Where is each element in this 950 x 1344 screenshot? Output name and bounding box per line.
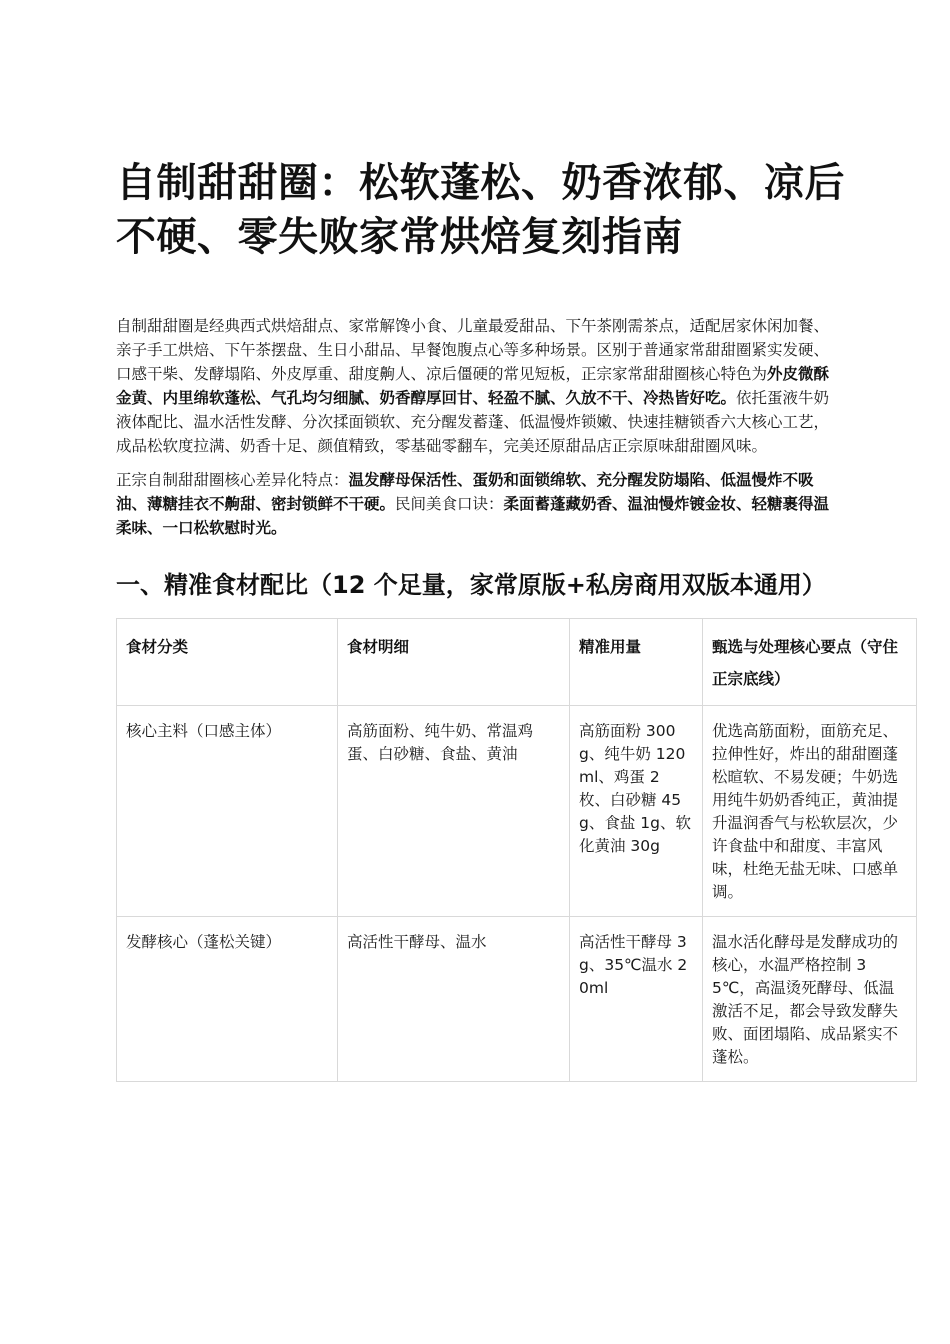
intro-text: 自制甜甜圈是经典西式烘焙甜点、家常解馋小食、儿童最爱甜品、下午茶刚需茶点，适配居家休闲加餐、亲子手工烘焙、下午茶摆盘、生日小甜品、早餐饱腹点心等多种场景。区别于普通家常甜甜圈紧实发硬、口感干柴、发酵塌陷、外皮厚重、甜度齁人、凉后僵硬的常见短板，正宗家常甜甜圈核心特色为 <box>116 317 830 383</box>
features-bold-points: 温发酵母保活性、蛋奶和面锁绵软、充分醒发防塌陷、低温慢炸不吸油、薄糖挂衣不齁甜、密封锁鲜不干硬。 <box>116 471 814 513</box>
table-cell-details: 高筋面粉、纯牛奶、常温鸡蛋、白砂糖、食盐、黄油 <box>338 706 570 917</box>
section-heading-ingredients: 一、精准食材配比（12 个足量，家常原版+私房商用双版本通用） <box>116 571 826 599</box>
table-row <box>117 917 917 1082</box>
table-cell-amount: 高活性干酵母 3g、35℃温水 20ml <box>570 917 703 1082</box>
column-header-notes: 甄选与处理核心要点（守住正宗底线） <box>703 619 917 706</box>
column-header-category: 食材分类 <box>117 619 338 706</box>
column-header-details: 食材明细 <box>338 619 570 706</box>
table-header-row <box>117 619 917 706</box>
intro-paragraph <box>116 314 838 458</box>
document-title: 自制甜甜圈：松软蓬松、奶香浓郁、凉后不硬、零失败家常烘焙复刻指南 <box>116 160 845 260</box>
table-cell-amount: 高筋面粉 300g、纯牛奶 120ml、鸡蛋 2 枚、白砂糖 45g、食盐 1g、软化黄油 30g <box>570 706 703 917</box>
features-paragraph <box>116 468 838 540</box>
table-cell-notes: 温水活化酵母是发酵成功的核心，水温严格控制 35℃，高温烫死酵母、低温激活不足，都会导致发酵失败、面团塌陷、成品紧实不蓬松。 <box>703 917 917 1082</box>
table-cell-category: 发酵核心（蓬松关键） <box>117 917 338 1082</box>
table-row <box>117 706 917 917</box>
table-cell-details: 高活性干酵母、温水 <box>338 917 570 1082</box>
features-label: 正宗自制甜甜圈核心差异化特点： <box>116 471 349 489</box>
table-cell-category: 核心主料（口感主体） <box>117 706 338 917</box>
column-header-amount: 精准用量 <box>570 619 703 706</box>
intro-bold-highlight: 外皮微酥金黄、内里绵软蓬松、气孔均匀细腻、奶香醇厚回甘、轻盈不腻、久放不干、冷热皆好吃。 <box>116 365 830 407</box>
ingredients-table <box>116 618 917 1082</box>
rhyme-label: 民间美食口诀： <box>395 495 504 513</box>
rhyme-bold-text: 柔面蓄蓬藏奶香、温油慢炸镀金妆、轻糖裹得温柔味、一口松软慰时光。 <box>116 495 830 537</box>
intro-text-continued: 依托蛋液牛奶液体配比、温水活性发酵、分次揉面锁软、充分醒发蓄蓬、低温慢炸锁嫩、快速挂糖锁香六大核心工艺，成品松软度拉满、奶香十足、颜值精致，零基础零翻车，完美还原甜品店正宗原味甜甜圈风味。 <box>116 389 830 455</box>
table-cell-notes: 优选高筋面粉，面筋充足、拉伸性好，炸出的甜甜圈蓬松暄软、不易发硬；牛奶选用纯牛奶奶香纯正，黄油提升温润香气与松软层次，少许食盐中和甜度、丰富风味，杜绝无盐无味、口感单调。 <box>703 706 917 917</box>
